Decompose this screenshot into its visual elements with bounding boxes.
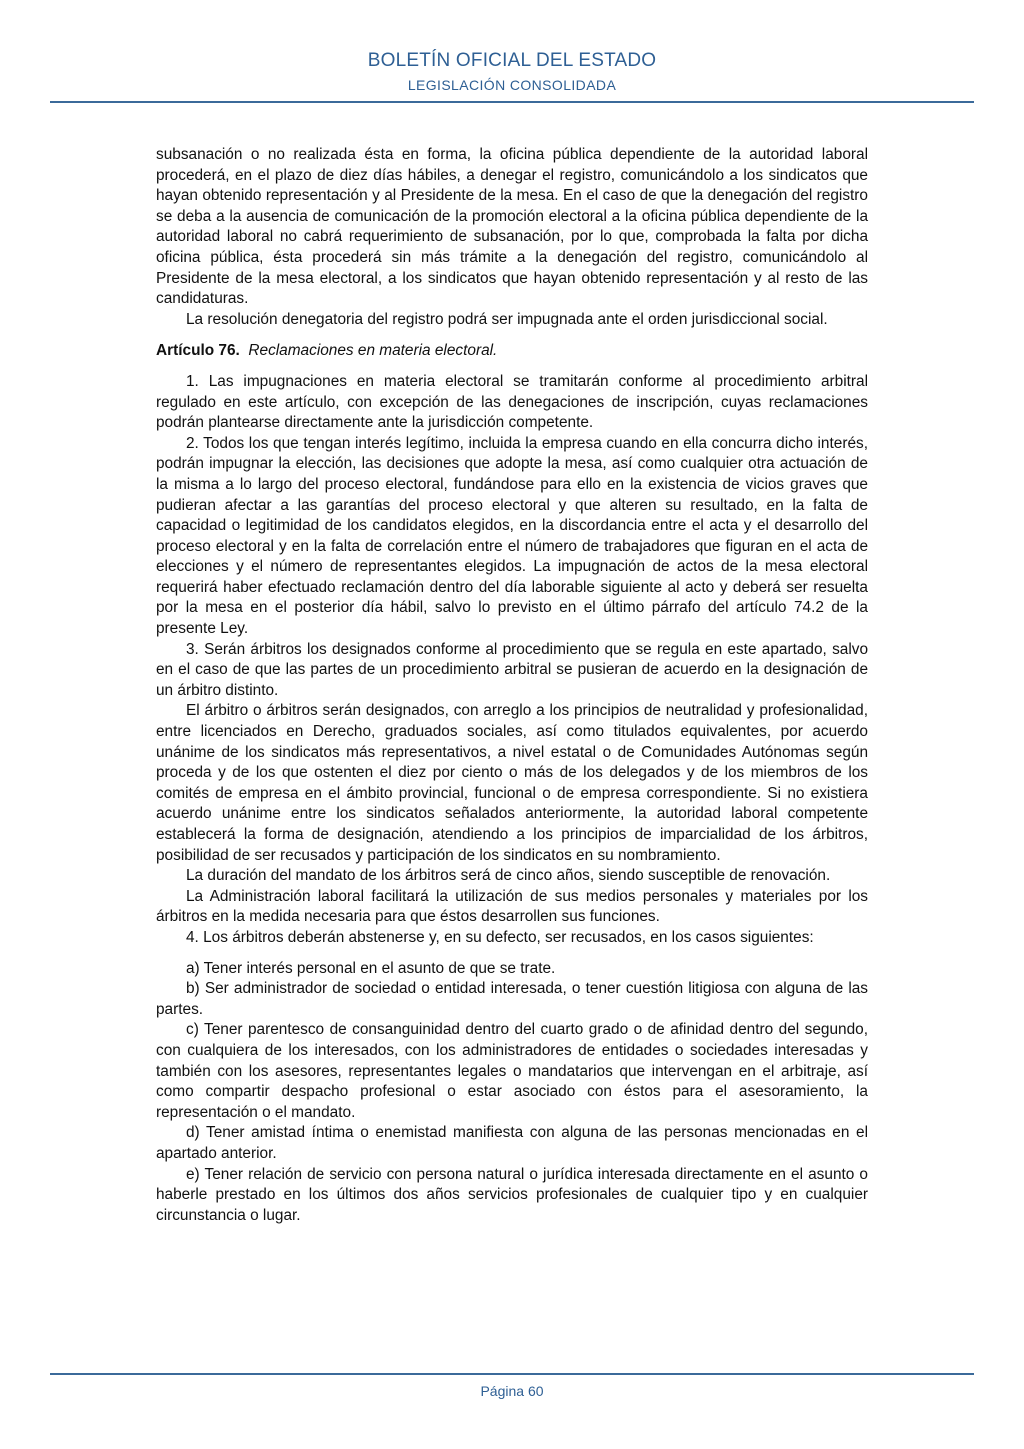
paragraph: El árbitro o árbitros serán designados, con arreglo a los principios de neutralidad y profesionalidad, entre licenciados en Derecho, graduados sociales, así como titulados equivalentes, por acuerdo unánime de los sindicatos más representativos, a nivel estatal o de Comunidades Autónomas según proceda y de los que ostenten el diez por ciento o más de los delegados y de los miembros de los comités de empresa en el ámbito provincial, funcional o de empresa correspondiente. Si no existiera acuerdo unánime entre los sindicatos señalados anteriormente, la autoridad laboral competente establecerá la forma de designación, atendiendo a los principios de imparcialidad de los árbitros, posibilidad de ser recusados y participación de los sindicatos en su nombramiento. <box>156 702 868 864</box>
list-item: a) Tener interés personal en el asunto de que se trate. <box>186 959 556 977</box>
list-item: d) Tener amistad íntima o enemistad manifiesta con alguna de las personas mencionadas en el apartado anterior. <box>156 1124 868 1162</box>
header-divider <box>50 101 974 103</box>
paragraph: 1. Las impugnaciones en materia electoral se tramitarán conforme al procedimiento arbitral regulado en este artículo, con excepción de las denegaciones de inscripción, cuyas reclamaciones podrán plantearse directamente ante la jurisdicción competente. <box>156 372 868 432</box>
list-item: e) Tener relación de servicio con persona natural o jurídica interesada directamente en el asunto o haberle prestado en los últimos dos años servicios profesionales de cualquier tipo y en cualquier circunstancia o lugar. <box>156 1165 868 1224</box>
page-number: Página 60 <box>480 1383 544 1399</box>
paragraph: La resolución denegatoria del registro podrá ser impugnada ante el orden jurisdiccional social. <box>186 310 828 328</box>
list-item: b) Ser administrador de sociedad o entidad interesada, o tener cuestión litigiosa con alguna de las partes. <box>156 980 868 1018</box>
journal-subtitle: LEGISLACIÓN CONSOLIDADA <box>407 77 617 93</box>
paragraph: 3. Serán árbitros los designados conforme al procedimiento que se regula en este apartado, salvo en el caso de que las partes de un procedimiento arbitral se pusieran de acuerdo en la designación de un árbitro distinto. <box>156 640 868 699</box>
journal-title: BOLETÍN OFICIAL DEL ESTADO <box>367 50 657 71</box>
paragraph: La Administración laboral facilitará la utilización de sus medios personales y materiales por los árbitros en la medida necesaria para que éstos desarrollen sus funciones. <box>156 887 868 926</box>
article-heading <box>156 341 868 362</box>
paragraph: 2. Todos los que tengan interés legítimo, incluida la empresa cuando en ella concurra dicho interés, podrán impugnar la elección, las decisiones que adopte la mesa, así como cualquier otra actuación de la misma a lo largo del proceso electoral, fundándose para ello en la existencia de vicios graves que pudieran afectar a las garantías del proceso electoral y que alteren su resultado, en la falta de capacidad o legitimidad de los candidatos elegidos, en la discordancia entre el acta y el desarrollo del proceso electoral y en la falta de correlación entre el número de trabajadores que figuran en el acta de elecciones y el número de representantes elegidos. La impugnación de actos de la mesa electoral requerirá haber efectuado reclamación dentro del día laborable siguiente al acto y deberá ser resuelta por la mesa en el posterior día hábil, salvo lo previsto en el último párrafo del artículo 74.2 de la presente Ley. <box>156 434 868 638</box>
list-item: c) Tener parentesco de consanguinidad dentro del cuarto grado o de afinidad dentro del segundo, con cualquiera de los interesados, con los administradores de entidades o sociedades interesadas y también con los asesores, representantes legales o mandatarios que intervengan en el arbitraje, así como compartir despacho profesional o estar asociado con éstos para el asesoramiento, la representación o el mandato. <box>156 1021 868 1121</box>
article-number: Artículo 76. <box>156 342 240 360</box>
footer-divider <box>50 1373 974 1375</box>
paragraph: 4. Los árbitros deberán abstenerse y, en su defecto, ser recusados, en los casos siguientes: <box>186 928 814 946</box>
article-title: Reclamaciones en materia electoral. <box>248 342 498 360</box>
paragraph: subsanación o no realizada ésta en forma, la oficina pública dependiente de la autoridad laboral procederá, en el plazo de diez días hábiles, a denegar el registro, comunicándolo a los sindicatos que hayan obtenido representación y al Presidente de la mesa. En el caso de que la denegación del registro se deba a la ausencia de comunicación de la promoción electoral a la oficina pública dependiente de la autoridad laboral no cabrá requerimiento de subsanación, por lo que, comprobada la falta por dicha oficina pública, ésta procederá sin más trámite a la denegación del registro, comunicándolo al Presidente de la mesa electoral, a los sindicatos que hayan obtenido representación y al resto de las candidaturas. <box>156 146 868 308</box>
document-body <box>156 145 868 1226</box>
paragraph: La duración del mandato de los árbitros será de cinco años, siendo susceptible de renovación. <box>186 867 831 885</box>
